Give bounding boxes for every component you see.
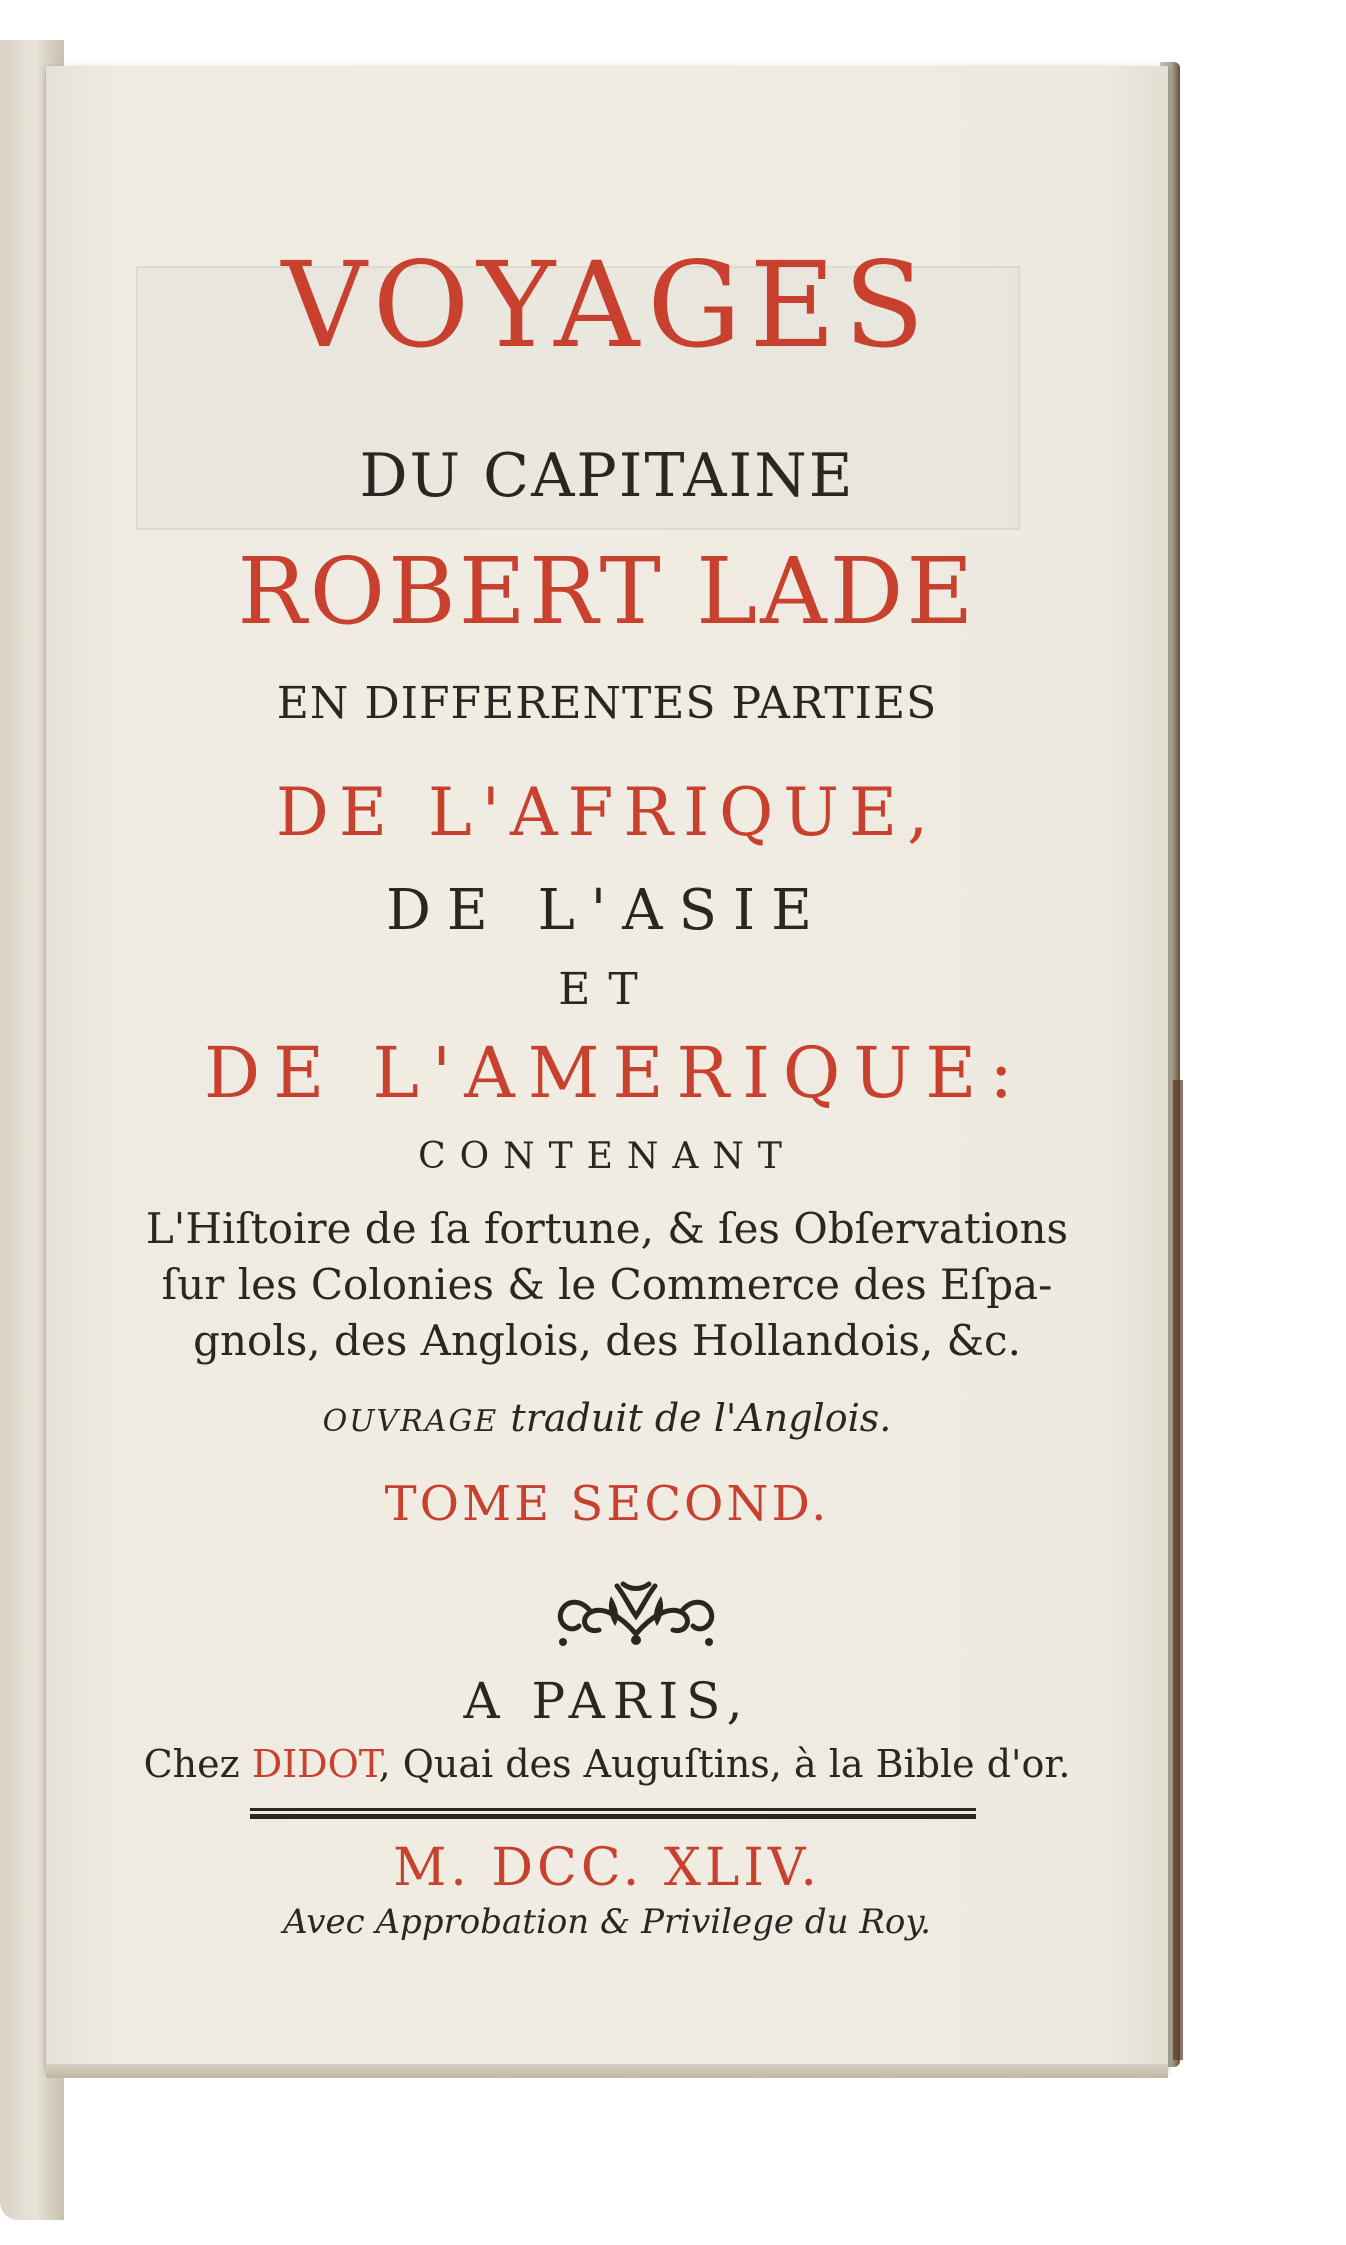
page-bottom-edge — [46, 2064, 1168, 2078]
printer-name: DIDOT — [251, 1742, 379, 1786]
line-de-lamerique: DE L'AMERIQUE: — [204, 1032, 1026, 1114]
privilege-line: Avec Approbation & Privilege du Roy. — [283, 1902, 931, 1942]
description-line: gnols, des Anglois, des Hollandois, &c. — [193, 1316, 1021, 1365]
imprint-place: A PARIS, — [463, 1672, 751, 1730]
line-contenant: CONTENANT — [418, 1136, 796, 1177]
title-voyages: VOYAGES — [281, 236, 933, 374]
line-en-differentes-parties: EN DIFFERENTES PARTIES — [276, 678, 938, 729]
line-de-lafrique: DE L'AFRIQUE, — [275, 774, 939, 851]
printer-prefix: Chez — [143, 1742, 252, 1786]
description-line: ſur les Colonies & le Commerce des Eſpa- — [161, 1260, 1053, 1309]
double-rule-divider — [250, 1808, 976, 1820]
fleuron-ornament-icon — [551, 1576, 721, 1652]
ouvrage-word: OUVRAGE — [322, 1404, 499, 1439]
imprint-printer — [46, 1742, 1168, 1786]
line-et: ET — [558, 964, 656, 1015]
printer-address: , Quai des Auguſtins, à la Bible d'or. — [378, 1742, 1071, 1786]
title-page — [46, 66, 1168, 2070]
author-name: ROBERT LADE — [237, 538, 977, 645]
line-de-lasie: DE L'ASIE — [386, 878, 828, 943]
rule-thick-line — [250, 1814, 976, 1819]
description-line: L'Hiſtoire de ſa fortune, & ſes Obſervations — [145, 1204, 1069, 1253]
translation-note — [46, 1396, 1168, 1440]
translation-text: traduit de l'Anglois. — [498, 1396, 892, 1440]
rule-thin-line — [250, 1808, 976, 1811]
volume-label: TOME SECOND. — [384, 1476, 830, 1532]
imprint-date: M. DCC. XLIV. — [393, 1838, 821, 1898]
book-cover-edge — [1173, 1080, 1183, 2060]
line-du-capitaine: DU CAPITAINE — [359, 441, 855, 511]
